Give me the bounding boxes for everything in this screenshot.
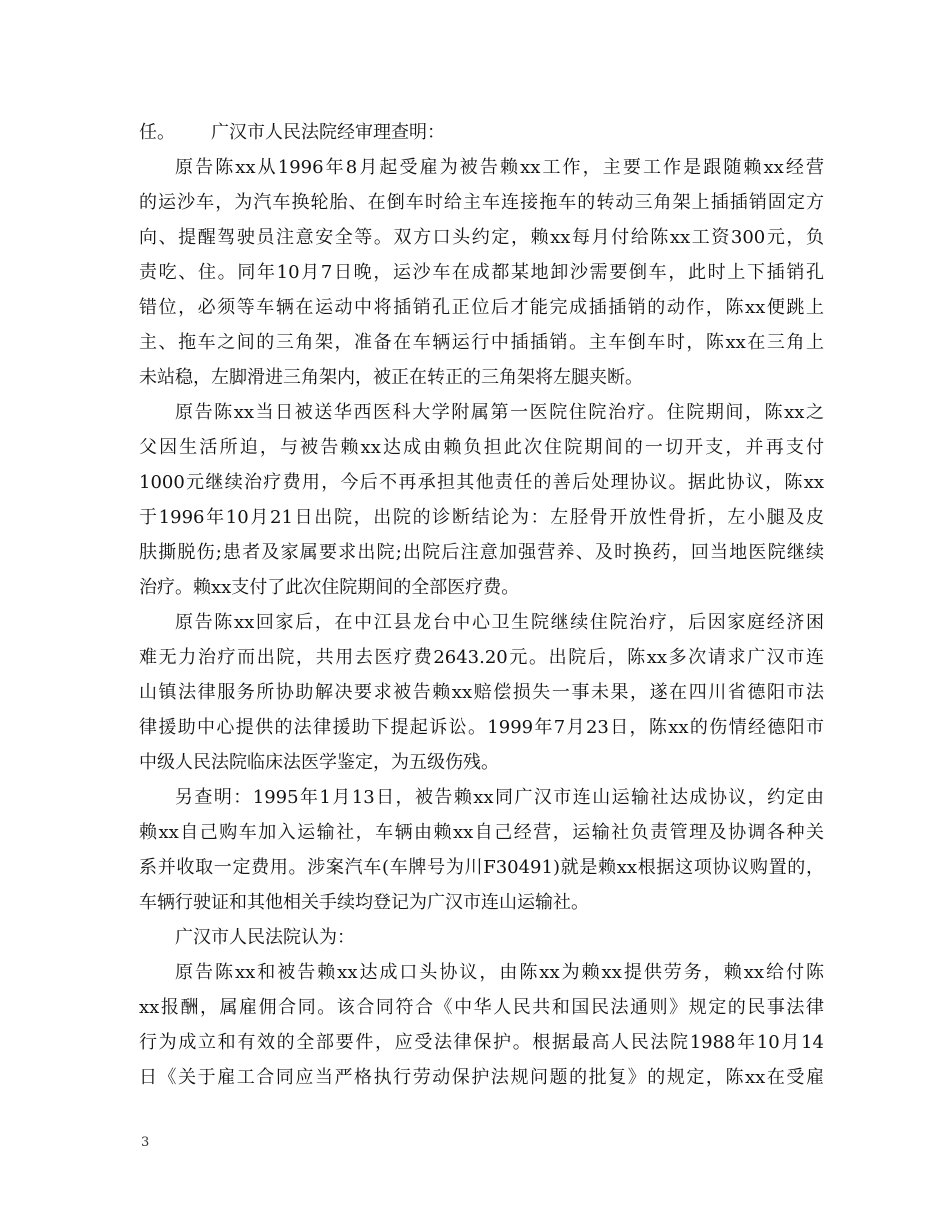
text-line: 中级人民法院临床法医学鉴定，为五级伤残。 bbox=[139, 752, 499, 773]
text-line: 原告陈xx从1996年8月起受雇为被告赖xx工作，主要工作是跟随赖xx经营 bbox=[175, 157, 824, 178]
text-line-fragment: 广汉市人民法院经审理查明： bbox=[211, 122, 445, 143]
text-line: 难无力治疗而出院，共用去医疗费2643.20元。出院后，陈xx多次请求广汉市连 bbox=[139, 647, 824, 668]
text-line: 治疗。赖xx支付了此次住院期间的全部医疗费。 bbox=[139, 577, 520, 598]
text-line: 肤撕脱伤;患者及家属要求出院;出院后注意加强营养、及时换药，回当地医院继续 bbox=[139, 542, 824, 563]
text-line: 赖xx自己购车加入运输社，车辆由赖xx自己经营，运输社负责管理及协调各种关 bbox=[139, 822, 824, 843]
text-line: xx报酬，属雇佣合同。该合同符合《中华人民共和国民法通则》规定的民事法律 bbox=[139, 997, 824, 1018]
text-line: 的运沙车，为汽车换轮胎、在倒车时给主车连接拖车的转动三角架上插插销固定方 bbox=[139, 192, 824, 213]
text-line: 广汉市人民法院认为： bbox=[175, 927, 355, 948]
document-body bbox=[139, 115, 824, 1095]
text-line: 日《关于雇工合同应当严格执行劳动保护法规问题的批复》的规定，陈xx在受雇 bbox=[139, 1067, 824, 1088]
text-line: 另查明：1995年1月13日，被告赖xx同广汉市连山运输社达成协议，约定由 bbox=[175, 787, 824, 808]
text-line: 车辆行驶证和其他相关手续均登记为广汉市连山运输社。 bbox=[139, 892, 589, 913]
text-line: 原告陈xx回家后，在中江县龙台中心卫生院继续住院治疗，后因家庭经济困 bbox=[175, 612, 824, 633]
text-line: 于1996年10月21日出院，出院的诊断结论为：左胫骨开放性骨折，左小腿及皮 bbox=[139, 507, 824, 528]
text-line: 父因生活所迫，与被告赖xx达成由赖负担此次住院期间的一切开支，并再支付 bbox=[139, 437, 824, 458]
text-line-fragment: 任。 bbox=[139, 122, 175, 143]
text-line: 原告陈xx和被告赖xx达成口头协议，由陈xx为赖xx提供劳务，赖xx给付陈 bbox=[175, 962, 824, 983]
text-line: 行为成立和有效的全部要件，应受法律保护。根据最高人民法院1988年10月14 bbox=[139, 1032, 824, 1053]
text-line: 原告陈xx当日被送华西医科大学附属第一医院住院治疗。住院期间，陈xx之 bbox=[175, 402, 824, 423]
text-line bbox=[139, 115, 824, 150]
text-line: 未站稳，左脚滑进三角架内，被正在转正的三角架将左腿夹断。 bbox=[139, 367, 643, 388]
text-line: 山镇法律服务所协助解决要求被告赖xx赔偿损失一事未果，遂在四川省德阳市法 bbox=[139, 682, 824, 703]
text-line: 向、提醒驾驶员注意安全等。双方口头约定，赖xx每月付给陈xx工资300元，负 bbox=[139, 227, 824, 248]
text-line: 错位，必须等车辆在运动中将插销孔正位后才能完成插插销的动作，陈xx便跳上 bbox=[139, 297, 824, 318]
page-number: 3 bbox=[141, 1135, 150, 1150]
text-line: 1000元继续治疗费用，今后不再承担其他责任的善后处理协议。据此协议，陈xx bbox=[139, 472, 824, 493]
text-line: 系并收取一定费用。涉案汽车(车牌号为川F30491)就是赖xx根据这项协议购置的， bbox=[139, 857, 824, 878]
text-line: 主、拖车之间的三角架，准备在车辆运行中插插销。主车倒车时，陈xx在三角上 bbox=[139, 332, 824, 353]
text-line: 责吃、住。同年10月7日晚，运沙车在成都某地卸沙需要倒车，此时上下插销孔 bbox=[139, 262, 824, 283]
text-line: 律援助中心提供的法律援助下提起诉讼。1999年7月23日，陈xx的伤情经德阳市 bbox=[139, 717, 824, 738]
